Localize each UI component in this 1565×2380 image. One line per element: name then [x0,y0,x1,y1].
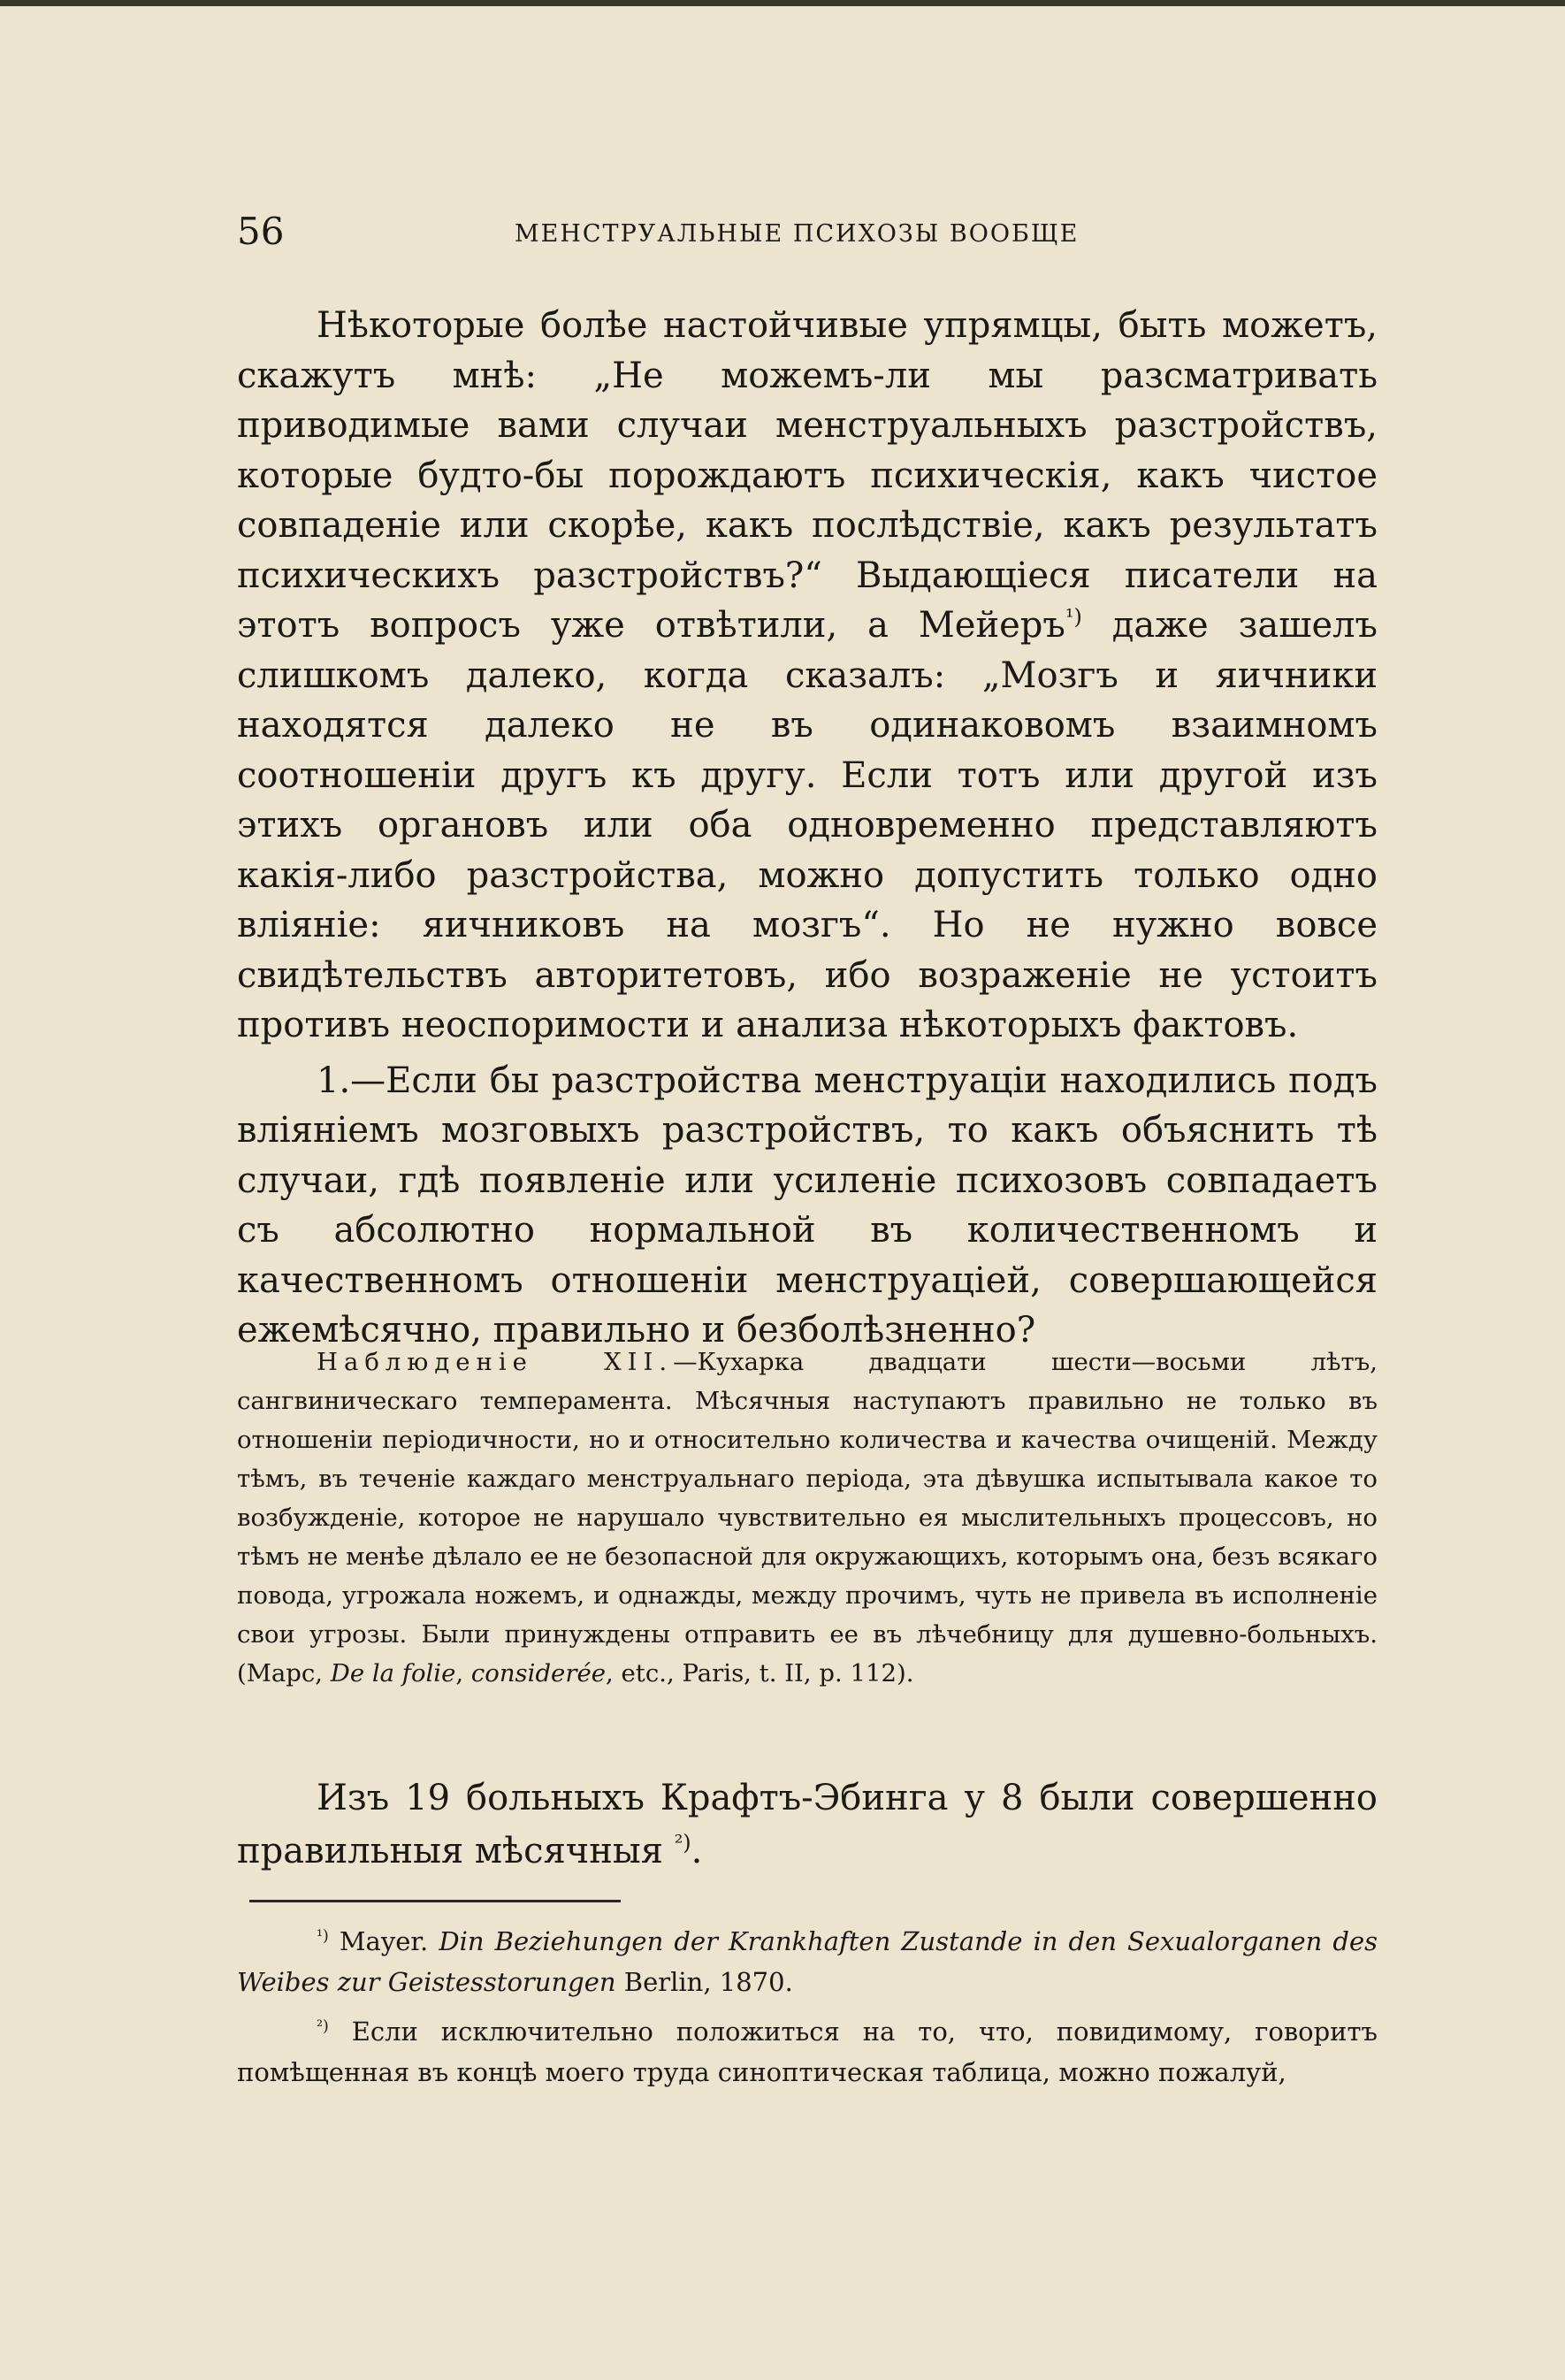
closing-paragraph [237,1772,1378,1878]
footnote-1 [237,1921,1378,2002]
paragraph-1 [237,301,1378,1051]
closing-text: Изъ 19 больныхъ Крафтъ-Эбинга у 8 были совершенно правильныя мѣсячныя [237,1778,1378,1871]
book-page [232,0,1381,2380]
source-word: considerée [470,1659,607,1687]
source-separator: , [455,1659,471,1687]
footnote-2-text: Если исключительно положиться на то, что, повидимому, говоритъ помѣщенная въ концѣ моего труда синоптическая таблица, можно пожалуй, [237,2016,1378,2087]
footnotes [237,1921,1378,2101]
main-text [237,301,1378,1356]
footnote-2-mark: ²) [317,2017,329,2036]
observation-label: Наблюденіе XII. [317,1348,674,1376]
running-title: МЕНСТРУАЛЬНЫЕ ПСИХОЗЫ ВООБЩЕ [515,220,1080,248]
observation-block [237,1343,1378,1693]
source-title: De la folie [330,1659,456,1687]
footnote-1-title: Din Beziehungen der Krankhaften Zustande in den Sexualorganen des Weibes zur Geistesstorungen [237,1926,1378,1997]
page-number: 56 [237,210,285,253]
footnote-1-place: Berlin, 1870. [615,1967,793,1997]
page-header [232,205,1381,258]
footnote-ref-1: ¹) [1065,604,1082,630]
footnote-divider [249,1900,621,1902]
paragraph-1-end: даже зашелъ слишкомъ далеко, когда сказалъ: „Мозгъ и яичники находятся далеко не въ одинаковомъ взаимномъ соотношеніи другъ къ другу. Если тотъ или другой изъ этихъ органовъ или оба одновременно представляютъ какія-либо разстройства, можно допустить только одно вліяніе: яичниковъ на мозгъ“. Но не нужно вовсе свидѣтельствъ авторитетовъ, ибо возраженіе не устоитъ противъ неоспоримости и анализа нѣкоторыхъ фактовъ. [237,605,1378,1045]
paragraph-2: 1.—Если бы разстройства менструаціи находились подъ вліяніемъ мозговыхъ разстройствъ, то какъ объяснить тѣ случаи, гдѣ появленіе или усиленіе психозовъ совпадаетъ съ абсолютно нормальной въ количественномъ и качественномъ отношеніи менструаціей, совершающейся ежемѣсячно, правильно и безболѣзненно? [237,1060,1378,1351]
footnote-1-mark: ¹) [317,1927,329,1946]
source-tail: , etc., Paris, t. II, p. 112). [606,1659,914,1687]
footnote-ref-2: ²) [674,1830,691,1856]
closing-end: . [691,1831,703,1871]
footnote-1-author: Mayer. [328,1926,439,1956]
paragraph-1-start: Нѣкоторые болѣе настойчивые упрямцы, быть можетъ, скажутъ мнѣ: „Не можемъ-ли мы разсматривать приводимые вами случаи менструальныхъ разстройствъ, которые будто-бы порождаютъ психическія, какъ чистое совпаденіе или скорѣе, какъ послѣдствіе, какъ результатъ психическихъ разстройствъ?“ Выдающіеся писатели на этотъ вопросъ уже отвѣтили, а Мейеръ [237,305,1378,646]
footnote-2 [237,2011,1378,2093]
observation-text: —Кухарка двадцати шести—восьми лѣтъ, сангвиническаго темперамента. Мѣсячныя наступаютъ правильно не только въ отношеніи періодичности, но и относительно количества и качества очищеній. Между тѣмъ, въ теченіе каждаго менструальнаго періода, эта дѣвушка испытывала какое то возбужденіе, которое не нарушало чувствительно ея мыслительныхъ процессовъ, но тѣмъ не менѣе дѣлало ее не безопасной для окружающихъ, которымъ она, безъ всякаго повода, угрожала ножемъ, и однажды, между прочимъ, чуть не привела въ исполненіе свои угрозы. Были принуждены отправить ее въ лѣчебницу для душевно-больныхъ. (Марс, [237,1348,1378,1687]
